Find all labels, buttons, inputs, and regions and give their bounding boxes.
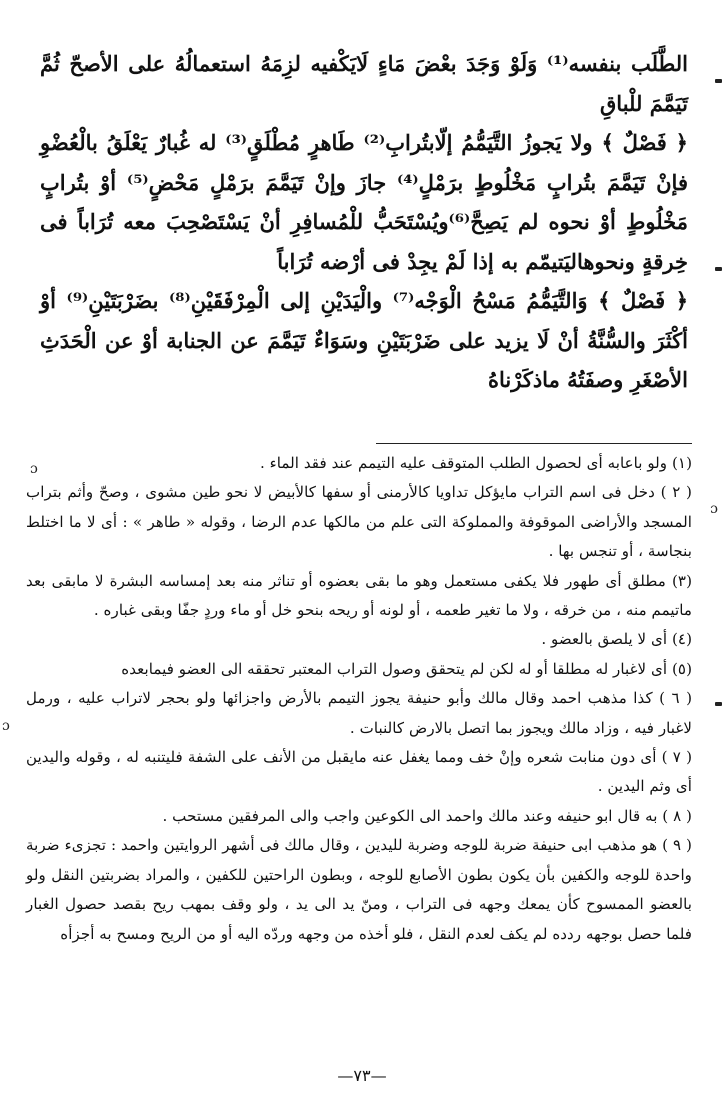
main-paragraph-3: ﴿ فَصْلٌ ﴾ وَالتَّيَمُّمُ مَسْحُ الْوَجْه⁽⁷⁾ والْيَدَيْنِ إلى الْمِرْفَقَيْنِ⁽⁸⁾ بضَرْبَتَيْنِ⁽⁹⁾ أوْ أكْثَرَ والسُّنَّةُ أنْ لَا يزيد على ضَرْبَتَيْنِ وسَوَاءٌ تَيَمَّمَ عن الجنابة أوْ عن الْحَدَثِ الأصْغَرِ وصفَتُهُ ماذكَرْناهُ bbox=[40, 288, 689, 392]
footnote-2: ( ٢ ) دخل فى اسم التراب مايؤكل تداويا كالأرمنى أو سفها كالأبيض لا نحو طين مشوى ، وصحّ وأثم بتراب المسجد والأراضى الموقوفة والمملوكة التى علم من مالكها عدم الرضا ، وقوله « طاهر » : أى لا ما اختلط بنجاسة ، أو تنجس بها . bbox=[26, 483, 692, 561]
margin-mark bbox=[715, 702, 722, 706]
page-number: —٧٣— bbox=[337, 1066, 387, 1085]
main-text bbox=[40, 44, 688, 400]
footnote-7: ( ٧ ) أى دون منابت شعره وإنْ خف ومما يغفل عنه مايقبل من الأنف على الشفة فليتنبه له ، وقوله واليدين أى وثم اليدين . bbox=[26, 748, 692, 796]
margin-pen-mark: ɔ bbox=[710, 501, 718, 517]
margin-pen-mark: ɔ bbox=[2, 718, 10, 734]
footnote-3: (٣) مطلق أى طهور فلا يكفى مستعمل وهو ما بقى بعضوه أو تناثر منه بعد إمساسه البشرة لا مابقى بعد ماتيمم منه ، من خرقه ، ولا ما تغير طعمه ، أو لونه أو ريحه بنحو خل أو ماء وردٍ جفّا وبقى غباره . bbox=[26, 571, 692, 620]
margin-mark bbox=[715, 79, 722, 83]
main-paragraph-1: الطَّلَب بنفسه⁽¹⁾ وَلَوْ وَجَدَ بعْضَ مَاءٍ لَايَكْفيه لزِمَهُ استعمالُهُ على الأصحّ ثُمَّ تَيَمَّمَ للْباقِ bbox=[40, 51, 688, 116]
footnote-1: (١) ولو باعابه أى لحصول الطلب المتوقف عليه التيمم عند فقد الماء . bbox=[259, 454, 692, 472]
footnote-9: ( ٩ ) هو مذهب ابى حنيفة ضربة للوجه وضربة لليدين ، وقال مالك فى أشهر الروايتين واحمد : تجزىء ضربة واحدة للوجه والكفين بأن يكون بطون الأصابع للوجه ، وبطون الراحتين للكفين ، والمراد بضربتين النقل ولو بالعضو الممسوح كأن يمعك وجهه فى التراب ، ومنّ يد الى يد ، ولو وقف بمهب ريح بقصد حصول الغبار فلما حصل بوجهه ردده لم يكف لعدم النقل ، فلو أخذه من وجهه وردّه اليه أو من الريح ومسح به أجزأه bbox=[26, 836, 692, 943]
footnote-5: (٥) أى لاغبار له مطلقا أو له لكن لم يتحقق وصول التراب المعتبر تحققه الى العضو فيمابعده bbox=[121, 659, 692, 678]
footnote-separator bbox=[376, 443, 692, 444]
footnote-4: (٤) أى لا يلصق بالعضو . bbox=[541, 630, 692, 649]
main-paragraph-2: ﴿ فَصْلٌ ﴾ ولا يَجوزُ التَّيَمُّمُ إلّابتُرابِ⁽²⁾ طَاهرٍ مُطْلَقٍ⁽³⁾ له غُبارٌ يَعْلَقُ بالْعُضْوِ فإنْ تَيَمَّمَ بتُرابٍ مَخْلُوطٍ برَمْلٍ⁽⁴⁾ جازَ وإنْ تَيَمَّمَ برَمْلٍ مَحْضٍ⁽⁵⁾ أوْ بتُرابٍ مَخْلُوطٍ أوْ نحوه لم يَصِحَّ⁽⁶⁾ويُسْتَحَبُّ للْمُسافِرِ أنْ يَسْتَصْحِبَ معه تُرَاباً فى خِرقةٍ ونحوهاليَتيمّم به إذا لَمْ يجِدْ فى أرْضه تُرَاباً bbox=[40, 130, 688, 274]
footnote-8: ( ٨ ) به قال ابو حنيفه وعند مالك واحمد الى الكوعين واجب والى المرفقين مستحب . bbox=[162, 806, 692, 825]
margin-mark bbox=[715, 267, 722, 271]
footnotes bbox=[26, 449, 692, 949]
margin-pen-mark: ɔ bbox=[30, 461, 38, 477]
footnote-6: ( ٦ ) كذا مذهب احمد وقال مالك وأبو حنيفة يجوز التيمم بالأرض واجزائها ولو بحجر لاتراب عليه ، ورمل لاغبار فيه ، وزاد مالك ويجوز بما اتصل بالارض كالنبات . bbox=[26, 689, 692, 737]
